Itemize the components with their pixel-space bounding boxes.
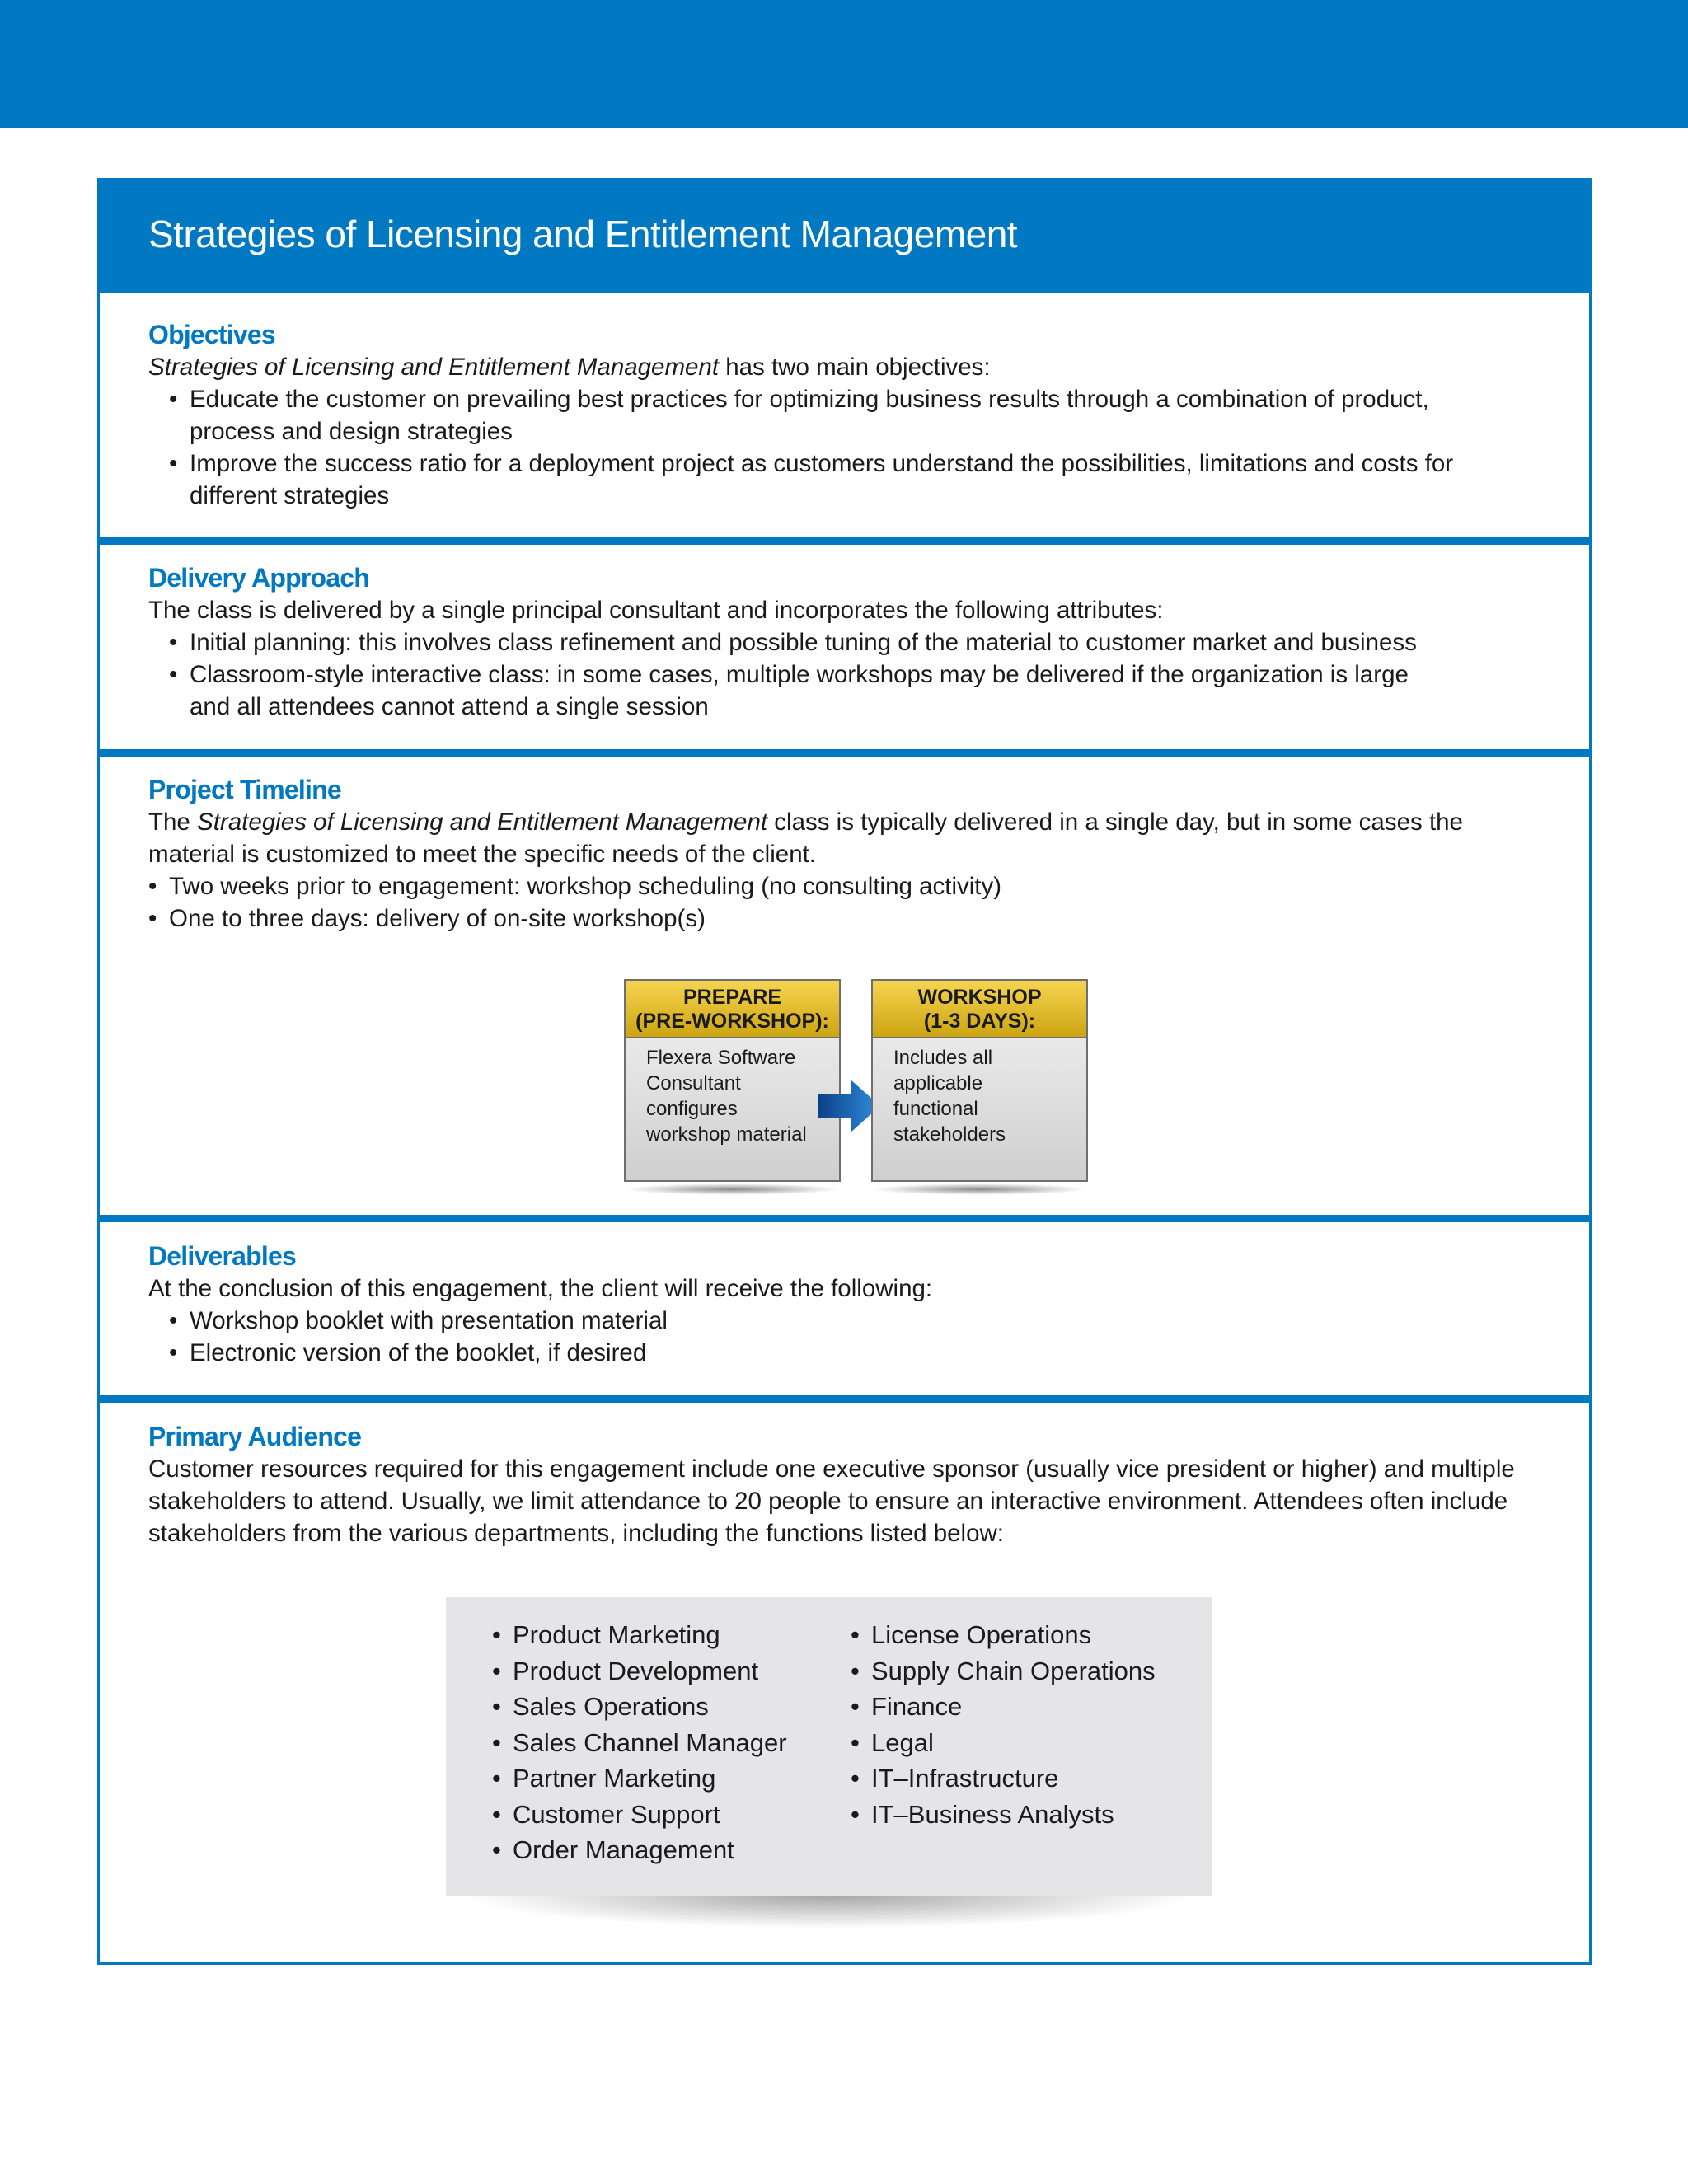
- audience-heading: Primary Audience: [148, 1422, 362, 1451]
- list-item: • Order Management: [492, 1835, 734, 1864]
- list-item: • Sales Channel Manager: [492, 1727, 787, 1757]
- title-bar: [100, 180, 1589, 293]
- list-item: • Initial planning: this involves class refinement and possible tuning of the material to customer market and business: [169, 629, 1417, 656]
- audience-text-line: stakeholders from the various departments, including the functions listed below:: [148, 1520, 1004, 1547]
- section-divider: [100, 749, 1589, 757]
- list-item: • Educate the customer on prevailing best practices for optimizing business results through a combination of product,: [169, 386, 1429, 413]
- delivery-intro: The class is delivered by a single principal consultant and incorporates the following attributes:: [148, 597, 1164, 624]
- objectives-heading: Objectives: [148, 320, 275, 349]
- list-item: • Workshop booklet with presentation material: [169, 1307, 668, 1334]
- list-item: • Classroom-style interactive class: in some cases, multiple workshops may be delivered if the organization is large: [169, 661, 1409, 688]
- timeline-diagram: [528, 979, 1121, 1210]
- list-item: • Finance: [851, 1692, 963, 1721]
- deliverables-heading: Deliverables: [148, 1241, 296, 1271]
- step-subtitle: (1-3 DAYS):: [923, 1010, 1036, 1033]
- functions-list-right: [851, 1617, 1156, 1832]
- step-title: WORKSHOP: [917, 986, 1042, 1009]
- list-item: different strategies: [190, 482, 390, 509]
- list-item: • Legal: [851, 1727, 934, 1757]
- functions-panel: [446, 1597, 1212, 1896]
- prepare-step-box: [624, 979, 841, 1182]
- objectives-list: [148, 383, 1550, 512]
- list-item: and all attendees cannot attend a single session: [190, 693, 709, 720]
- box-shadow: [871, 1183, 1088, 1195]
- functions-list-left: [492, 1617, 787, 1868]
- list-item: • License Operations: [851, 1620, 1092, 1649]
- list-item: • Electronic version of the booklet, if desired: [169, 1339, 647, 1366]
- timeline-heading: Project Timeline: [148, 775, 341, 804]
- list-item: • IT–Business Analysts: [851, 1799, 1114, 1829]
- audience-text-line: Customer resources required for this engagement include one executive sponsor (usually vice president or higher) and multiple: [148, 1455, 1515, 1483]
- section-divider: [100, 1215, 1589, 1222]
- objectives-intro: Strategies of Licensing and Entitlement Management has two main objectives:: [148, 354, 991, 381]
- step-title: PREPARE: [682, 986, 781, 1009]
- timeline-intro: The Strategies of Licensing and Entitlement Management class is typically delivered in a single day, but in some cases the: [148, 808, 1463, 836]
- list-item: • Sales Operations: [492, 1692, 709, 1721]
- list-item: • One to three days: delivery of on-site workshop(s): [148, 905, 706, 932]
- list-item: • Two weeks prior to engagement: workshop scheduling (no consulting activity): [148, 873, 1002, 900]
- audience-text-line: stakeholders to attend. Usually, we limit attendance to 20 people to ensure an interactive environment. Attendees often include: [148, 1488, 1508, 1515]
- delivery-list: [148, 626, 1550, 723]
- box-shadow: [624, 1183, 841, 1195]
- step-description: Flexera Software Consultant configures workshop material: [646, 1047, 807, 1146]
- step-header: [873, 981, 1086, 1038]
- step-description: Includes all applicable functional stakeholders: [893, 1047, 1006, 1146]
- list-item: • Supply Chain Operations: [851, 1656, 1156, 1685]
- list-item: • Partner Marketing: [492, 1764, 716, 1793]
- section-divider: [100, 1395, 1589, 1403]
- timeline-intro-line2: material is customized to meet the specific needs of the client.: [148, 841, 816, 868]
- list-item: • Improve the success ratio for a deployment project as customers understand the possibilities, limitations and costs for: [169, 450, 1454, 477]
- timeline-list: [148, 870, 1550, 935]
- list-item: process and design strategies: [190, 418, 513, 445]
- delivery-heading: Delivery Approach: [148, 563, 369, 593]
- deliverables-intro: At the conclusion of this engagement, the client will receive the following:: [148, 1275, 933, 1302]
- list-item: • IT–Infrastructure: [851, 1764, 1059, 1793]
- workshop-step-box: [871, 979, 1088, 1182]
- step-subtitle: (PRE-WORKSHOP):: [635, 1010, 829, 1033]
- panel-shadow: [462, 1896, 1195, 1929]
- deliverables-list: [148, 1305, 1550, 1369]
- section-divider: [100, 537, 1589, 545]
- list-item: • Product Development: [492, 1656, 759, 1685]
- step-header: [626, 981, 839, 1038]
- list-item: • Customer Support: [492, 1799, 720, 1829]
- list-item: • Product Marketing: [492, 1620, 720, 1649]
- page-title: Strategies of Licensing and Entitlement Management: [148, 213, 1018, 255]
- top-banner: [0, 0, 1688, 128]
